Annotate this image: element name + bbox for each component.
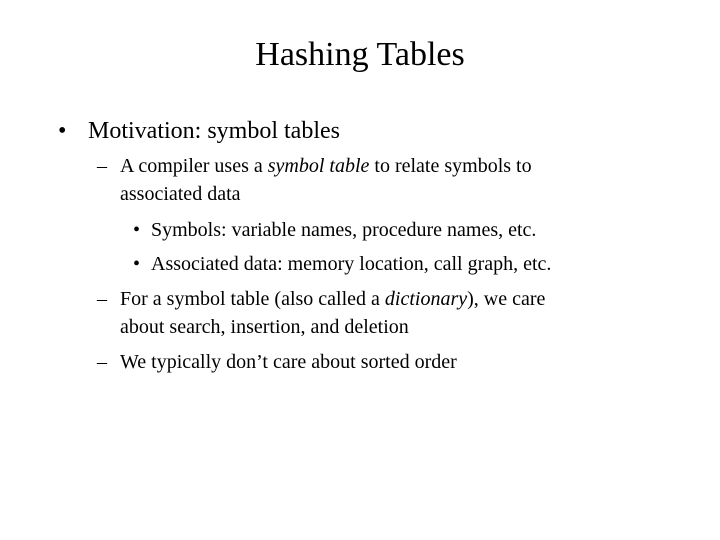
slide-title: Hashing Tables bbox=[255, 36, 465, 73]
dictionary-text-before: For a symbol table (also called a bbox=[120, 288, 385, 310]
dictionary-text-after: ), we care bbox=[467, 288, 546, 310]
symbol-table-term: symbol table bbox=[267, 155, 370, 177]
bullet-dot-icon: • bbox=[133, 219, 141, 241]
bullet-motivation-text: Motivation: symbol tables bbox=[88, 118, 340, 144]
symbols-text: Symbols: variable names, procedure names, etc. bbox=[151, 219, 537, 241]
sub-bullet-dictionary-text bbox=[120, 285, 650, 341]
sorted-order-text: We typically don’t care about sorted order bbox=[120, 351, 457, 373]
dash-icon: – bbox=[97, 155, 107, 177]
dictionary-text-line2: about search, insertion, and deletion bbox=[120, 316, 409, 338]
compiler-text-after: to relate symbols to bbox=[369, 155, 532, 177]
sub-bullet-compiler-text bbox=[120, 152, 650, 208]
dictionary-term: dictionary bbox=[384, 288, 468, 310]
bullet-dot-icon: • bbox=[133, 253, 141, 275]
associated-data-text: Associated data: memory location, call graph, etc. bbox=[151, 253, 552, 275]
compiler-text-line2: associated data bbox=[120, 183, 241, 205]
dash-icon: – bbox=[97, 351, 107, 373]
compiler-text-before: A compiler uses a bbox=[120, 155, 268, 177]
dash-icon: – bbox=[97, 288, 107, 310]
bullet-dot-icon: • bbox=[58, 118, 67, 144]
